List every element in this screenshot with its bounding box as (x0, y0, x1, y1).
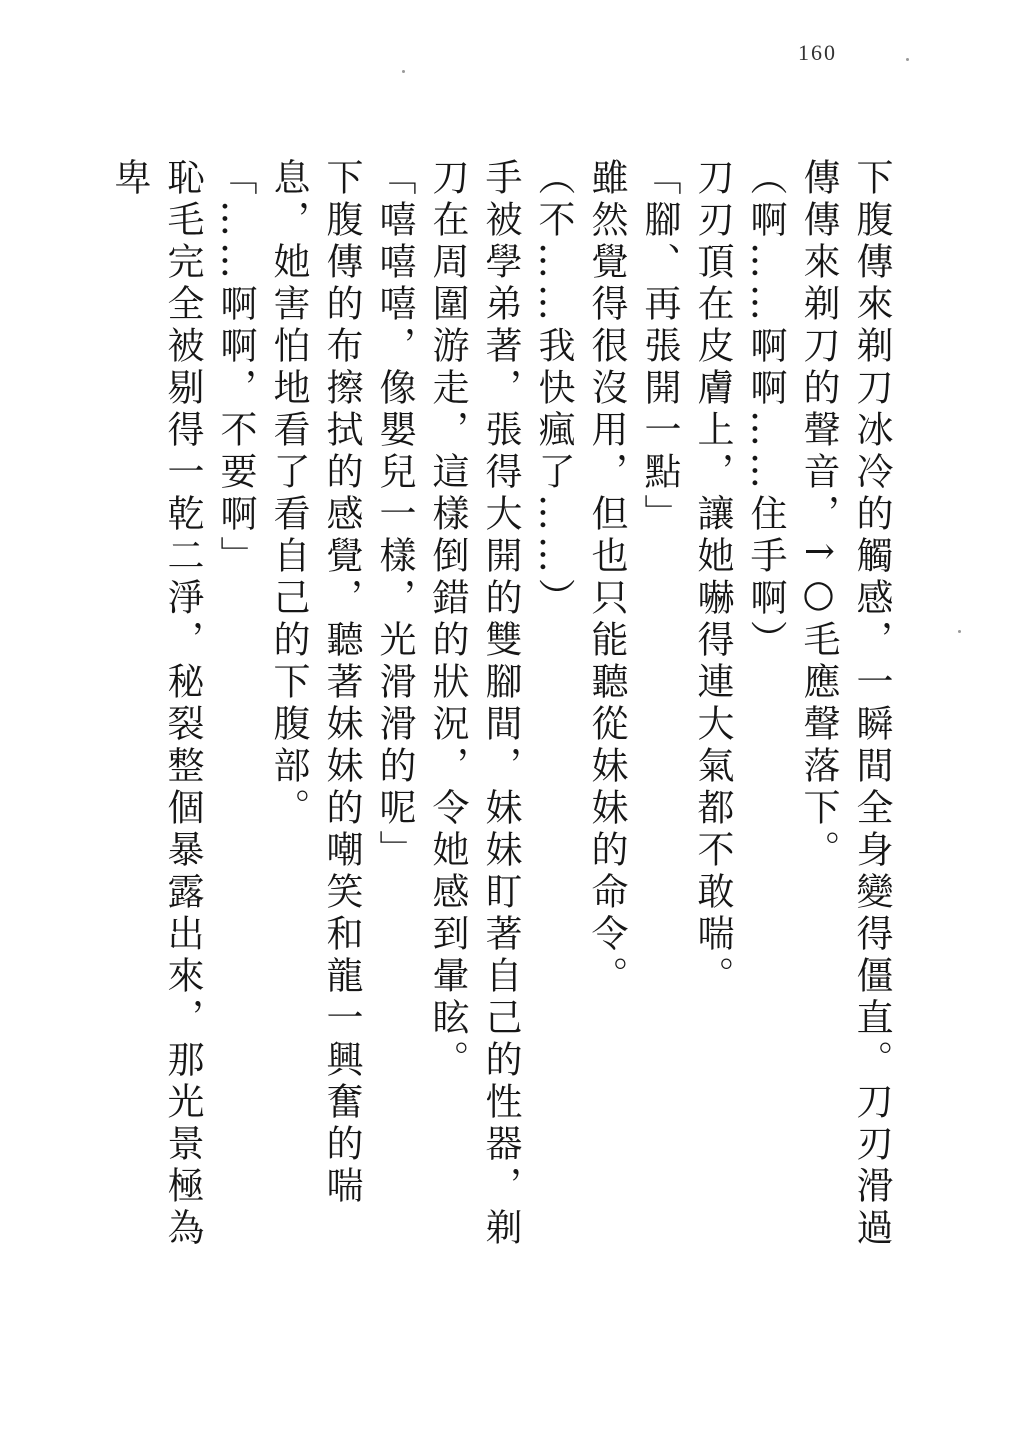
paragraph: （不……我快瘋了……） (532, 158, 575, 620)
paragraph: 「……啊啊，不要啊」 (214, 158, 257, 578)
page-number: 160 (798, 40, 837, 65)
paragraph: 恥毛完全被剔得一乾二淨，秘裂整個暴露出來，那光景極為卑 (108, 158, 204, 1250)
paragraph: 雖然覺得很沒用，但也只能聽從妹妹的命令。 (585, 158, 628, 998)
scan-speck (402, 70, 405, 73)
paragraph: 手被學弟著，張得大開的雙腳間，妹妹盯著自己的性器，剃刀在周圍游走，這樣倒錯的狀況，令她感到暈眩。 (426, 158, 522, 1250)
paragraph: 下腹傳的布擦拭的感覺，聽著妹妹的嘲笑和龍一興奮的喘息，她害怕地看了看自己的下腹部。 (267, 158, 363, 1208)
body-text (103, 158, 898, 1278)
scan-speck (958, 630, 961, 633)
paragraph: 「腳、再張開一點」 (638, 158, 681, 536)
paragraph: 下腹傳來剃刀冰冷的觸感，一瞬間全身變得僵直。刀刃滑過傳傳來剃刀的聲音，↑○毛應聲落下。 (797, 158, 893, 1250)
paragraph: 「嘻嘻嘻，像嬰兒一樣，光滑滑的呢」 (373, 158, 416, 872)
scan-speck (906, 58, 909, 61)
paragraph: 刀刃頂在皮膚上，讓她嚇得連大氣都不敢喘。 (691, 158, 734, 998)
paragraph: （啊……啊啊……住手啊） (744, 158, 787, 662)
